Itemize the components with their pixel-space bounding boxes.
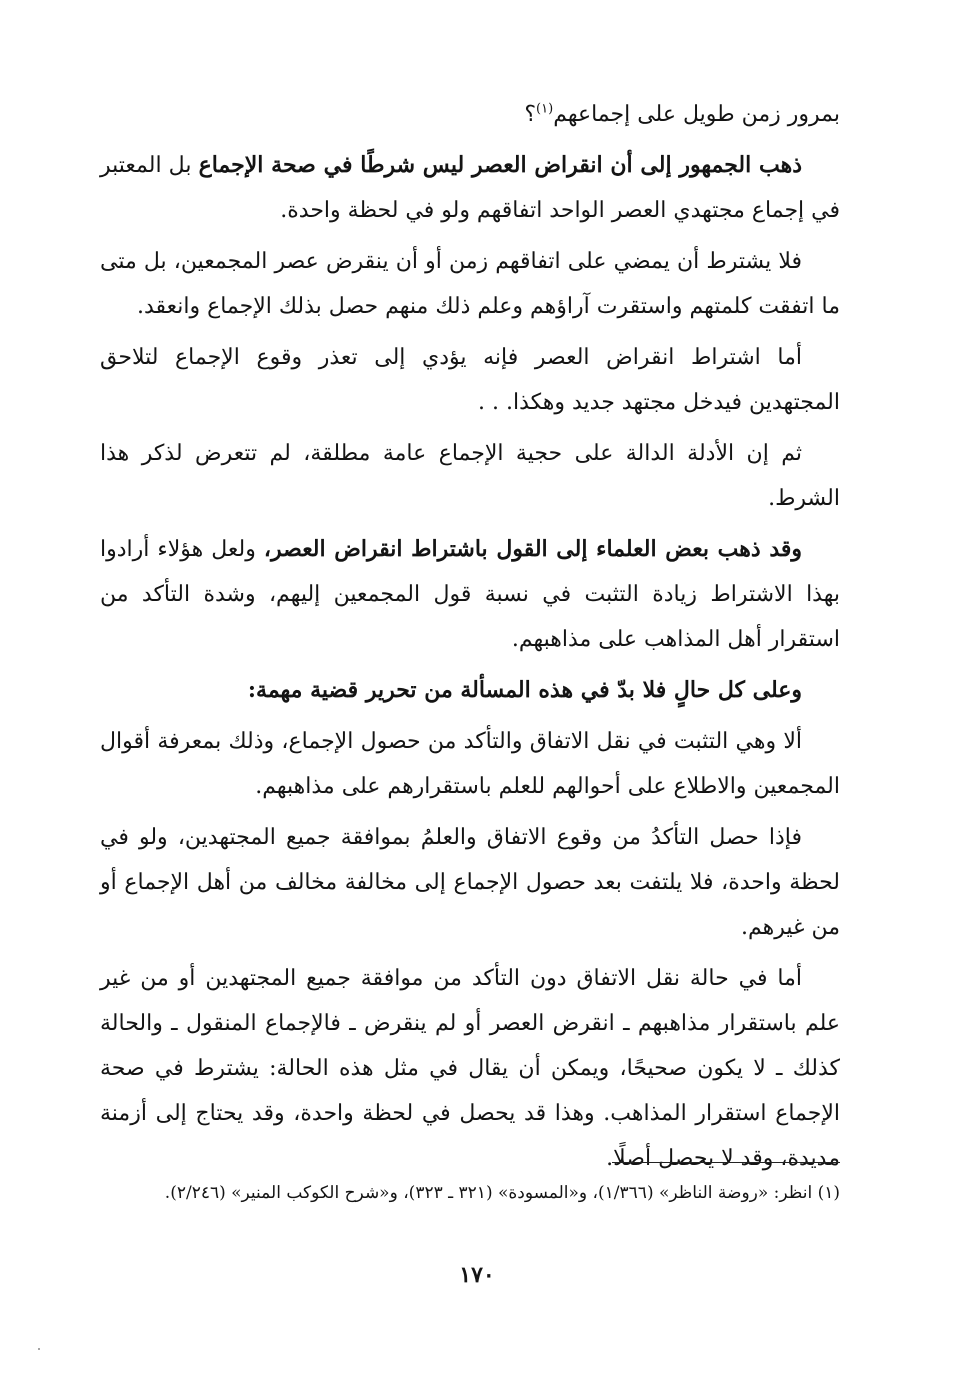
paragraph-1 [100, 143, 840, 233]
paragraph-1-bold: ذهب الجمهور إلى أن انقراض العصر ليس شرطًا في صحة الإجماع [198, 152, 802, 178]
footnote: (١) انظر: «روضة الناظر» (١/٣٦٦)، و«المسودة» (٣٢١ ـ ٣٢٣)، و«شرح الكوكب المنير» (٢/٢٤٦). [164, 1183, 840, 1203]
paragraph-8: فإذا حصل التأكدُ من وقوع الاتفاق والعلمُ بموافقة جميع المجتهدين، ولو في لحظة واحدة، فلا يلتفت بعد حصول الإجماع إلى مخالفة مخالف من أهل الإجماع أو من غيرهم. [100, 825, 840, 940]
paragraph-6-heading: وعلى كل حالٍ فلا بدّ في هذه المسألة من تحرير قضية مهمة: [247, 677, 802, 703]
paragraph-7: ألا وهي التثبت في نقل الاتفاق والتأكد من حصول الإجماع، وذلك بمعرفة أقوال المجمعين والاطلاع على أحوالهم للعلم باستقرارهم على مذاهبهم. [100, 729, 840, 799]
paragraph-0-tail: ؟ [524, 102, 537, 127]
page-body [100, 92, 840, 1181]
paragraph-3: أما اشتراط انقراض العصر فإنه يؤدي إلى تعذر وقوع الإجماع لتلاحق المجتهدين فيدخل مجتهد جديد وهكذا. . . [100, 345, 840, 415]
paragraph-4: ثم إن الأدلة الدالة على حجية الإجماع عامة مطلقة، لم تتعرض لذكر هذا الشرط. [100, 441, 840, 511]
page-number: ١٧٠ [459, 1262, 495, 1288]
paragraph-5-bold: وقد ذهب بعض العلماء إلى القول باشتراط انقراض العصر، [263, 536, 803, 562]
paragraph-5 [100, 527, 840, 662]
paragraph-5-text: ولعل هؤلاء أرادوا بهذا الاشتراط زيادة التثبت في نسبة قول المجمعين إليهم، وشدة التأكد من استقرار أهل المذاهب على مذاهبهم. [100, 537, 840, 652]
paragraph-2: فلا يشترط أن يمضي على اتفاقهم زمن أو أن ينقرض عصر المجمعين، بل متى ما اتفقت كلمتهم واستقرت آراؤهم وعلم ذلك منهم حصل بذلك الإجماع وانعقد. [100, 249, 840, 319]
paragraph-1-text: بل المعتبر في إجماع مجتهدي العصر الواحد اتفاقهم ولو في لحظة واحدة. [100, 153, 840, 223]
footnote-divider [612, 1162, 840, 1163]
paragraph-9: أما في حالة نقل الاتفاق دون التأكد من موافقة جميع المجتهدين أو من غير علم باستقرار مذاهبهم ـ انقرض العصر أو لم ينقرض ـ فالإجماع المنقول ـ والحالة كذلك ـ لا يكون صحيحًا، ويمكن أن يقال في مثل هذه الحالة: يشترط في صحة الإجماع استقرار المذاهب. وهذا قد يحصل في لحظة واحدة، وقد يحتاج إلى أزمنة مديدة، وقد لا يحصل أصلًا. [100, 966, 840, 1171]
scan-speck [38, 1348, 40, 1350]
paragraph-0 [100, 92, 840, 137]
footnote-ref[interactable]: (١) [536, 101, 554, 117]
paragraph-0-text: بمرور زمن طويل على إجماعهم [553, 102, 840, 127]
